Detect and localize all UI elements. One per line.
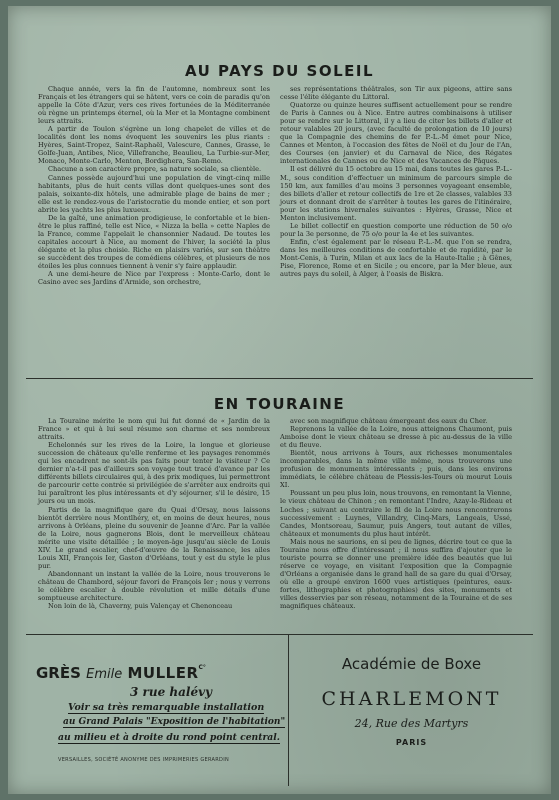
boxe-city: PARIS <box>395 738 428 747</box>
paragraph: Chaque année, vers la fin de l'automne, nombreux sont les Français et les étrangers qui se hâtent, vers ce coin de paradis qu'on appelle la Côte d'Azur, vers ces rives fortunées de la Méditerranée où règne un printemps éternel, où la Mer et la Montagne combinent leurs attraits. <box>38 85 270 126</box>
touraine-title: EN TOURAINE <box>213 395 346 413</box>
paragraph: La Touraine mérite le nom qui lui fut donné de « Jardin de la France » et qui à lui seul résume son charme et ses nombreux attraits. <box>38 417 270 442</box>
paragraph: ses représentations théâtrales, son Tir aux pigeons, attire sans cesse l'élite élégante du Littoral. <box>280 85 512 102</box>
touraine-right-column <box>280 417 512 610</box>
gres-line-1: Voir sa très remarquable installation <box>68 702 265 713</box>
paragraph: Poussant un peu plus loin, nous trouvons, en remontant la Vienne, le vieux château de Chinon ; en remontant l'Indre, Azay-le-Rideau et Loches ; suivant au contraire le fil de la Loire nous rencontrerons successivement : Luynes, Villandry, Cinq-Mars, Langeais, Ussé, Candes, Montsoreau, Saumur, puis Angers, tout autant de villes, châteaux et monuments du plus haut intérêt. <box>280 489 512 538</box>
paragraph: Cannes possède aujourd'hui une population de vingt-cinq mille habitants, plus de huit cents villas dont quelques-unes sont des palais, soixante-dix hôtels, une admirable plage de bains de mer ; elle est le rendez-vous de l'aristocratie du monde entier, et son port abrite les yachts les plus luxueux. <box>38 173 270 214</box>
paragraph: A partir de Toulon s'égrène un long chapelet de villes et de localités dont les noms évoquent les souvenirs les plus riants : Hyères, Saint-Tropez, Saint-Raphaël, Valescure, Cannes, Grasse, le Golfe-Juan, Antibes, Nice, Villefranche, Beaulieu, La Turbie-sur-Mer, Monaco, Monte-Carlo, Menton, Bordighera, San-Remo. <box>38 125 270 166</box>
paragraph: A une demi-heure de Nice par l'express : Monte-Carlo, dont le Casino avec ses Jardins d'Armide, son orchestre, <box>38 270 270 287</box>
touraine-left-column <box>38 417 270 610</box>
paragraph: Le billet collectif en question comporte une réduction de 50 o/o pour la 3e personne, de 75 o/o pour la 4e et les suivantes. <box>280 221 512 238</box>
paragraph: Bientôt, nous arrivons à Tours, aux richesses monumentales incomparables, dans la même ville même, nous trouverons une profusion de monuments intéressants ; puis, dans les environs immédiats, le célèbre château de Plessis-les-Tours où mourut Louis XI. <box>280 449 512 490</box>
paragraph: Enfin, c'est également par le réseau P.-L.-M. que l'on se rendra, dans les meilleures conditions de confortable et de rapidité, par le Mont-Cenis, à Turin, Milan et aux lacs de la Haute-Italie ; à Gênes, Pise, Florence, Rome et en Sicile ; ou encore, par la Mer bleue, aux autres pays du soleil, à Alger, à l'oasis de Biskra. <box>280 237 512 279</box>
gres-brand-surname: MULLER <box>127 664 199 682</box>
paragraph: Il est délivré du 15 octobre au 15 mai, dans toutes les gares P.-L.-M., sous condition d'effectuer un minimum de parcours simple de 150 km, aux familles d'au moins 3 personnes voyageant ensemble, des billets d'aller et retour collectifs de 1re et 2e classes, valables 33 jours et donnant droit de s'arrêter à toutes les gares de l'itinéraire, pour les stations hivernales suivantes : Hyères, Grasse, Nice et Menton inclusivement. <box>280 165 512 222</box>
section-divider <box>26 378 533 379</box>
paragraph: Echelonnés sur les rives de la Loire, la longue et glorieuse succession de châteaux qu'elle renferme et les paysages renommés qui les encadrent ne sont-ils pas faits pour tenter le visiteur ? Ce dernier n'a-t-il pas d'ailleurs son voyage tout tracé d'avance par les différents billets circulaires qui, à des prix modiques, lui permettront de parcourir cette contrée si privilégiée de s'arrêter aux endroits qui lui paraîtront les plus intéressants et d'y séjourner, s'il le désire, 15 jours ou un mois. <box>38 441 271 506</box>
paragraph: De la gaîté, une animation prodigieuse, le confortable et le bien-être le plus raffiné, telle est Nice, « Nizza la bella » cette Naples de la France, comme l'appelait le chansonnier Nadaud. De toutes les capitales accourt à Nice, au moment de l'hiver, la société la plus élégante et la plus choisie. Riche en plaisirs variés, sur son théâtre se succèdent des troupes de comédiens célèbres, et plusieurs de nos étoiles les plus connues tiennent à venir s'y faire applaudir. <box>38 213 270 271</box>
gres-street: 3 rue halévy <box>130 685 213 699</box>
printer-credit: VERSAILLES, SOCIÉTÉ ANONYME DES IMPRIMERIES GERARDIN <box>58 757 230 763</box>
paragraph: avec son magnifique château émergeant des eaux du Cher. <box>290 417 488 425</box>
paragraph: Partis de la magnifique gare du Quai d'Orsay, nous laissons bientôt derrière nous Montlhéry, et, en moins de deux heures, nous arrivons à Orléans, pleine du souvenir de Jeanne d'Arc. Par la vallée de la Loire, nous gagnerons Blois, dont le merveilleux château mérite une visite détaillée ; le moyen-âge jusqu'au siècle de Louis XIV. Le grand escalier, chef-d'œuvre de la Renaissance, les ailes Louis XII, François Ier, Gaston d'Orléans, tout y est du style le plus pur. <box>38 505 270 570</box>
gres-brand-word: GRÈS <box>36 664 81 682</box>
gres-line-2: au Grand Palais "Exposition de l'habitation" <box>63 717 286 727</box>
gres-brand-suffix: C° <box>198 664 206 671</box>
gres-line-3: au milieu et à droite du rond point central. <box>58 732 280 743</box>
gres-brand <box>36 664 206 682</box>
paragraph: Abandonnant un instant la vallée de la Loire, nous trouverons le château de Chambord, séjour favori de François Ier ; nous y verrons le célèbre escalier à double révolution et mille détails d'une somptueuse architecture. <box>38 569 270 603</box>
boxe-address: 24, Rue des Martyrs <box>354 717 469 730</box>
paragraph: Quatorze ou quinze heures suffisent actuellement pour se rendre de Paris à Cannes ou à Nice. Entre autres combinaisons à utiliser pour se rendre sur le Littoral, il y a lieu de citer les billets d'aller et retour valables 20 jours, (avec faculté de prolongation de 10 jours) que la Compagnie des chemins de fer P.-L.-M émet pour Nice, Cannes et Menton, à l'occasion des fêtes de Noël et du Jour de l'An, des Courses (en janvier) et du Carnaval de Nice, des Régates internationales de Cannes ou de Nice et des Vacances de Pâques. <box>280 101 512 166</box>
page <box>8 6 551 794</box>
boxe-name: Académie de Boxe <box>341 655 482 673</box>
paragraph: Non loin de là, Chaverny, puis Valençay et Chenonceau <box>48 602 233 611</box>
boxe-brand: CHARLEMONT <box>321 688 502 710</box>
gres-brand-first-name: Emile <box>86 667 123 682</box>
soleil-right-column <box>280 85 512 278</box>
soleil-left-column <box>38 85 270 286</box>
ads-separator <box>288 634 289 786</box>
paragraph: Chacune a son caractère propre, sa nature sociale, sa clientèle. <box>48 165 262 174</box>
paragraph: Reprenons la vallée de la Loire, nous atteignons Chaumont, puis Amboise dont le vieux château se dresse à pic au-dessus de la ville et du fleuve. <box>280 425 512 450</box>
soleil-title: AU PAYS DU SOLEIL <box>184 62 375 80</box>
ads-divider <box>26 634 533 635</box>
paragraph: Mais nous ne saurions, en si peu de lignes, décrire tout ce que la Touraine nous offre d'intéressant ; il nous suffira d'ajouter que le touriste pourra se donner une première idée des beautés que lui réserve ce voyage, en visitant l'exposition que la Compagnie d'Orléans a organisée dans le grand hall de sa gare du quai d'Orsay, où elle a groupé environ 1600 vues artistiques (peintures, eaux-fortes, lithographies et photographies) des sites, monuments et villes desservies par son réseau, notamment de la Touraine et de ses magnifiques châteaux. <box>280 537 512 611</box>
